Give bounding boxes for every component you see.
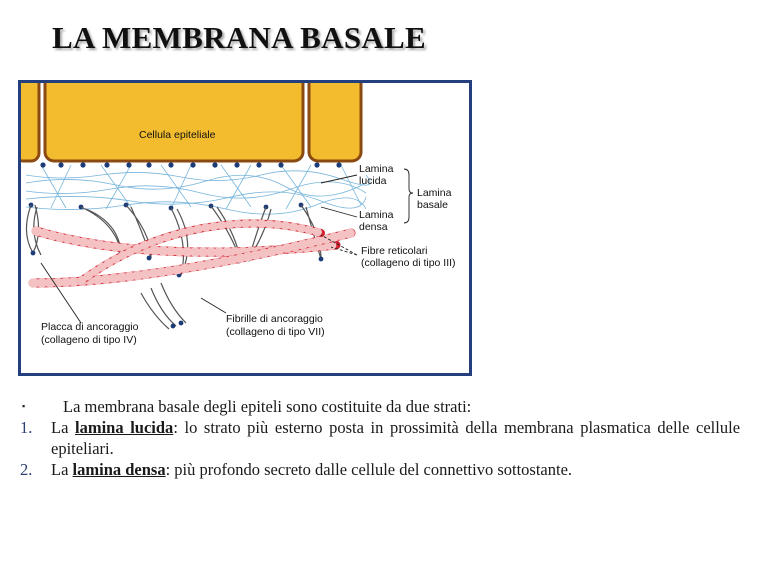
- label-placca-ancoraggio-line2: (collageno di tipo IV): [41, 334, 137, 346]
- label-fibrille-ancoraggio-line1: Fibrille di ancoraggio: [226, 313, 323, 325]
- slide-title: LA MEMBRANA BASALE: [52, 20, 427, 55]
- epithelial-cell-right: [309, 83, 361, 161]
- item-description: : lo strato più esterno posta in prossimità della membrana plasmatica delle cellule epiteliari.: [51, 418, 741, 458]
- label-lamina-basale-line2: basale: [417, 199, 448, 211]
- label-lamina-densa-line2: densa: [359, 221, 388, 233]
- intro-bullet: [20, 396, 740, 417]
- lamina-mesh: [26, 165, 370, 214]
- label-lamina-lucida-line1: Lamina: [359, 163, 394, 175]
- term-lamina-lucida: lamina lucida: [75, 418, 174, 437]
- label-fibre-reticolari-line2: (collageno di tipo III): [361, 257, 456, 269]
- list-item-lamina-lucida: [20, 417, 740, 459]
- epithelial-cell-center: [45, 83, 303, 161]
- epithelial-cell-left: [21, 83, 39, 161]
- list-number: 1.: [20, 418, 33, 437]
- item-lead: La: [51, 418, 76, 437]
- label-lamina-densa-line1: Lamina: [359, 209, 394, 221]
- term-lamina-densa: lamina densa: [72, 460, 166, 479]
- list-number: 2.: [20, 460, 33, 479]
- label-fibre-reticolari-line1: Fibre reticolari: [361, 245, 428, 257]
- list-item-text: [51, 417, 740, 459]
- label-placca-ancoraggio-line1: Placca di ancoraggio: [41, 321, 139, 333]
- intro-text: La membrana basale degli epiteli sono costituite da due strati:: [63, 397, 472, 416]
- list-item-text: [51, 459, 740, 480]
- label-cellula-epiteliale: Cellula epiteliale: [139, 129, 216, 141]
- list-item-lamina-densa: [20, 459, 740, 480]
- bullet-square-icon: ▪: [22, 401, 26, 411]
- label-fibrille-ancoraggio-line2: (collageno di tipo VII): [226, 326, 325, 338]
- basal-membrane-figure: [18, 80, 472, 376]
- item-description: : più profondo secreto dalle cellule del connettivo sottostante.: [165, 460, 573, 479]
- reticular-fibres: [33, 224, 351, 283]
- item-lead: La: [51, 460, 73, 479]
- slide-body: [20, 396, 740, 480]
- label-lamina-basale-line1: Lamina: [417, 187, 452, 199]
- label-lamina-lucida-line2: lucida: [359, 175, 387, 187]
